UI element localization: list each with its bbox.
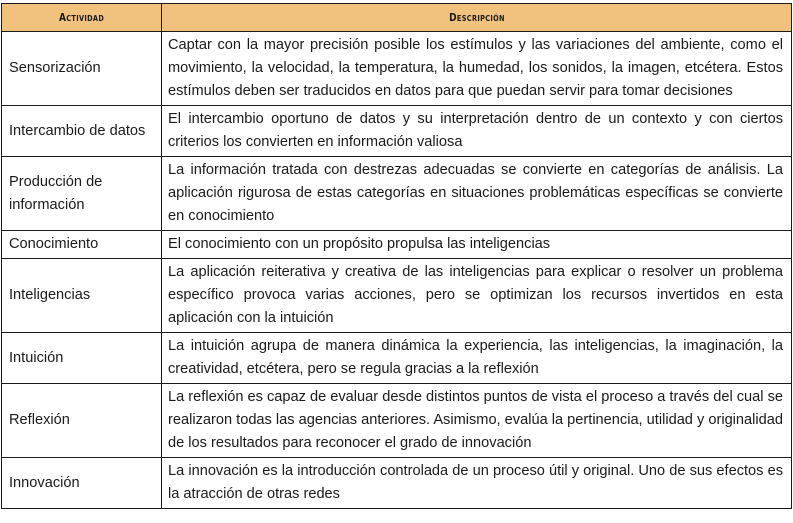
activity-cell: Reflexión	[2, 384, 162, 458]
description-cell: Captar con la mayor precisión posible los estímulos y las variaciones del ambiente, como el movimiento, la velocidad, la temperatura, la humedad, los sonidos, la imagen, etcétera. Estos estímulos deben ser traducidos en datos para que puedan servir para tomar decisiones	[162, 32, 792, 106]
activity-cell: Innovación	[2, 458, 162, 509]
table-row	[2, 231, 792, 259]
activity-cell: Inteligencias	[2, 259, 162, 333]
table-row	[2, 384, 792, 458]
table-body	[2, 32, 792, 509]
header-description-label: Descripción	[448, 11, 505, 24]
description-cell: El intercambio oportuno de datos y su interpretación dentro de un contexto y con ciertos criterios los convierten en información valiosa	[162, 106, 792, 157]
header-activity	[2, 4, 162, 32]
description-cell: La información tratada con destrezas adecuadas se convierte en categorías de análisis. La aplicación rigurosa de estas categorías en situaciones problemáticas específicas se convierte en conocimiento	[162, 157, 792, 231]
activity-cell: Sensorización	[2, 32, 162, 106]
description-cell: La aplicación reiterativa y creativa de las inteligencias para explicar o resolver un problema específico provoca varias acciones, pero se optimizan los recursos invertidos en esta aplicación con la intuición	[162, 259, 792, 333]
table-row	[2, 458, 792, 509]
header-description	[162, 4, 792, 32]
activity-cell: Producción de información	[2, 157, 162, 231]
description-cell: La innovación es la introducción controlada de un proceso útil y original. Uno de sus efectos es la atracción de otras redes	[162, 458, 792, 509]
table-row	[2, 157, 792, 231]
description-cell: La intuición agrupa de manera dinámica la experiencia, las inteligencias, la imaginación, la creatividad, etcétera, pero se regula gracias a la reflexión	[162, 333, 792, 384]
header-activity-label: Actividad	[58, 11, 105, 24]
activity-description-table	[1, 3, 792, 509]
header-row	[2, 4, 792, 32]
table-row	[2, 106, 792, 157]
activity-cell: Conocimiento	[2, 231, 162, 259]
activity-cell: Intercambio de datos	[2, 106, 162, 157]
table-header	[2, 4, 792, 32]
activity-cell: Intuición	[2, 333, 162, 384]
table-row	[2, 259, 792, 333]
description-cell: El conocimiento con un propósito propulsa las inteligencias	[162, 231, 792, 259]
description-cell: La reflexión es capaz de evaluar desde distintos puntos de vista el proceso a través del cual se realizaron todas las agencias anteriores. Asimismo, evalúa la pertinencia, utilidad y originalidad de los resultados para reconocer el grado de innovación	[162, 384, 792, 458]
table-row	[2, 333, 792, 384]
table-row	[2, 32, 792, 106]
